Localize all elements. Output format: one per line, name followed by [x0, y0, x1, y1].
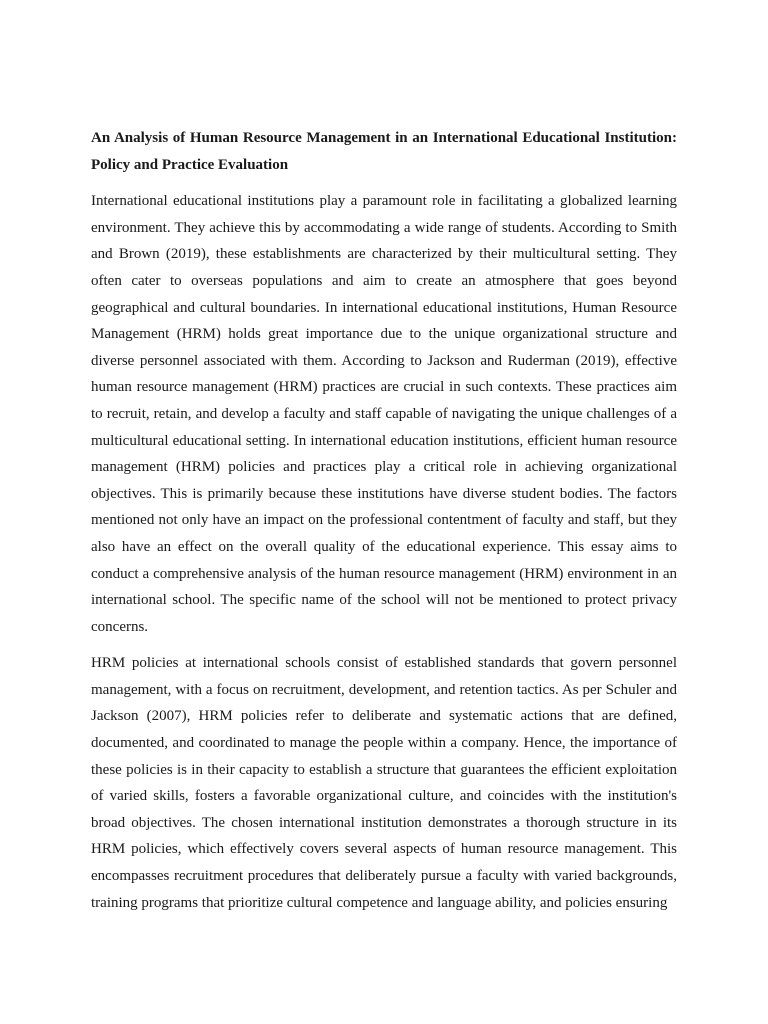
paragraph-2: HRM policies at international schools consist of established standards that govern personnel management, with a focus on recruitment, development, and retention tactics. As per Schuler and Jackson (2007), HRM policies refer to deliberate and systematic actions that are defined, documented, and coordinated to manage the people within a company. Hence, the importance of these policies is in their capacity to establish a structure that guarantees the efficient exploitation of varied skills, fosters a favorable organizational culture, and coincides with the institution's broad objectives. The chosen international institution demonstrates a thorough structure in its HRM policies, which effectively covers several aspects of human resource management. This encompasses recruitment procedures that deliberately pursue a faculty with varied backgrounds, training programs that prioritize cultural competence and language ability, and policies ensuring	[91, 655, 677, 911]
document-title: An Analysis of Human Resource Management in an International Educational Institution: Policy and Practice Evaluation	[91, 130, 677, 173]
document-body	[91, 125, 677, 926]
paragraph-1: International educational institutions play a paramount role in facilitating a globalized learning environment. They achieve this by accommodating a wide range of students. According to Smith and Brown (2019), these establishments are characterized by their multicultural setting. They often cater to overseas populations and aim to create an atmosphere that goes beyond geographical and cultural boundaries. In international educational institutions, Human Resource Management (HRM) holds great importance due to the unique organizational structure and diverse personnel associated with them. According to Jackson and Ruderman (2019), effective human resource management (HRM) practices are crucial in such contexts. These practices aim to recruit, retain, and develop a faculty and staff capable of navigating the unique challenges of a multicultural educational setting. In international education institutions, efficient human resource management (HRM) policies and practices play a critical role in achieving organizational objectives. This is primarily because these institutions have diverse student bodies. The factors mentioned not only have an impact on the professional contentment of faculty and staff, but they also have an effect on the overall quality of the educational experience. This essay aims to conduct a comprehensive analysis of the human resource management (HRM) environment in an international school. The specific name of the school will not be mentioned to protect privacy concerns.	[91, 193, 677, 635]
